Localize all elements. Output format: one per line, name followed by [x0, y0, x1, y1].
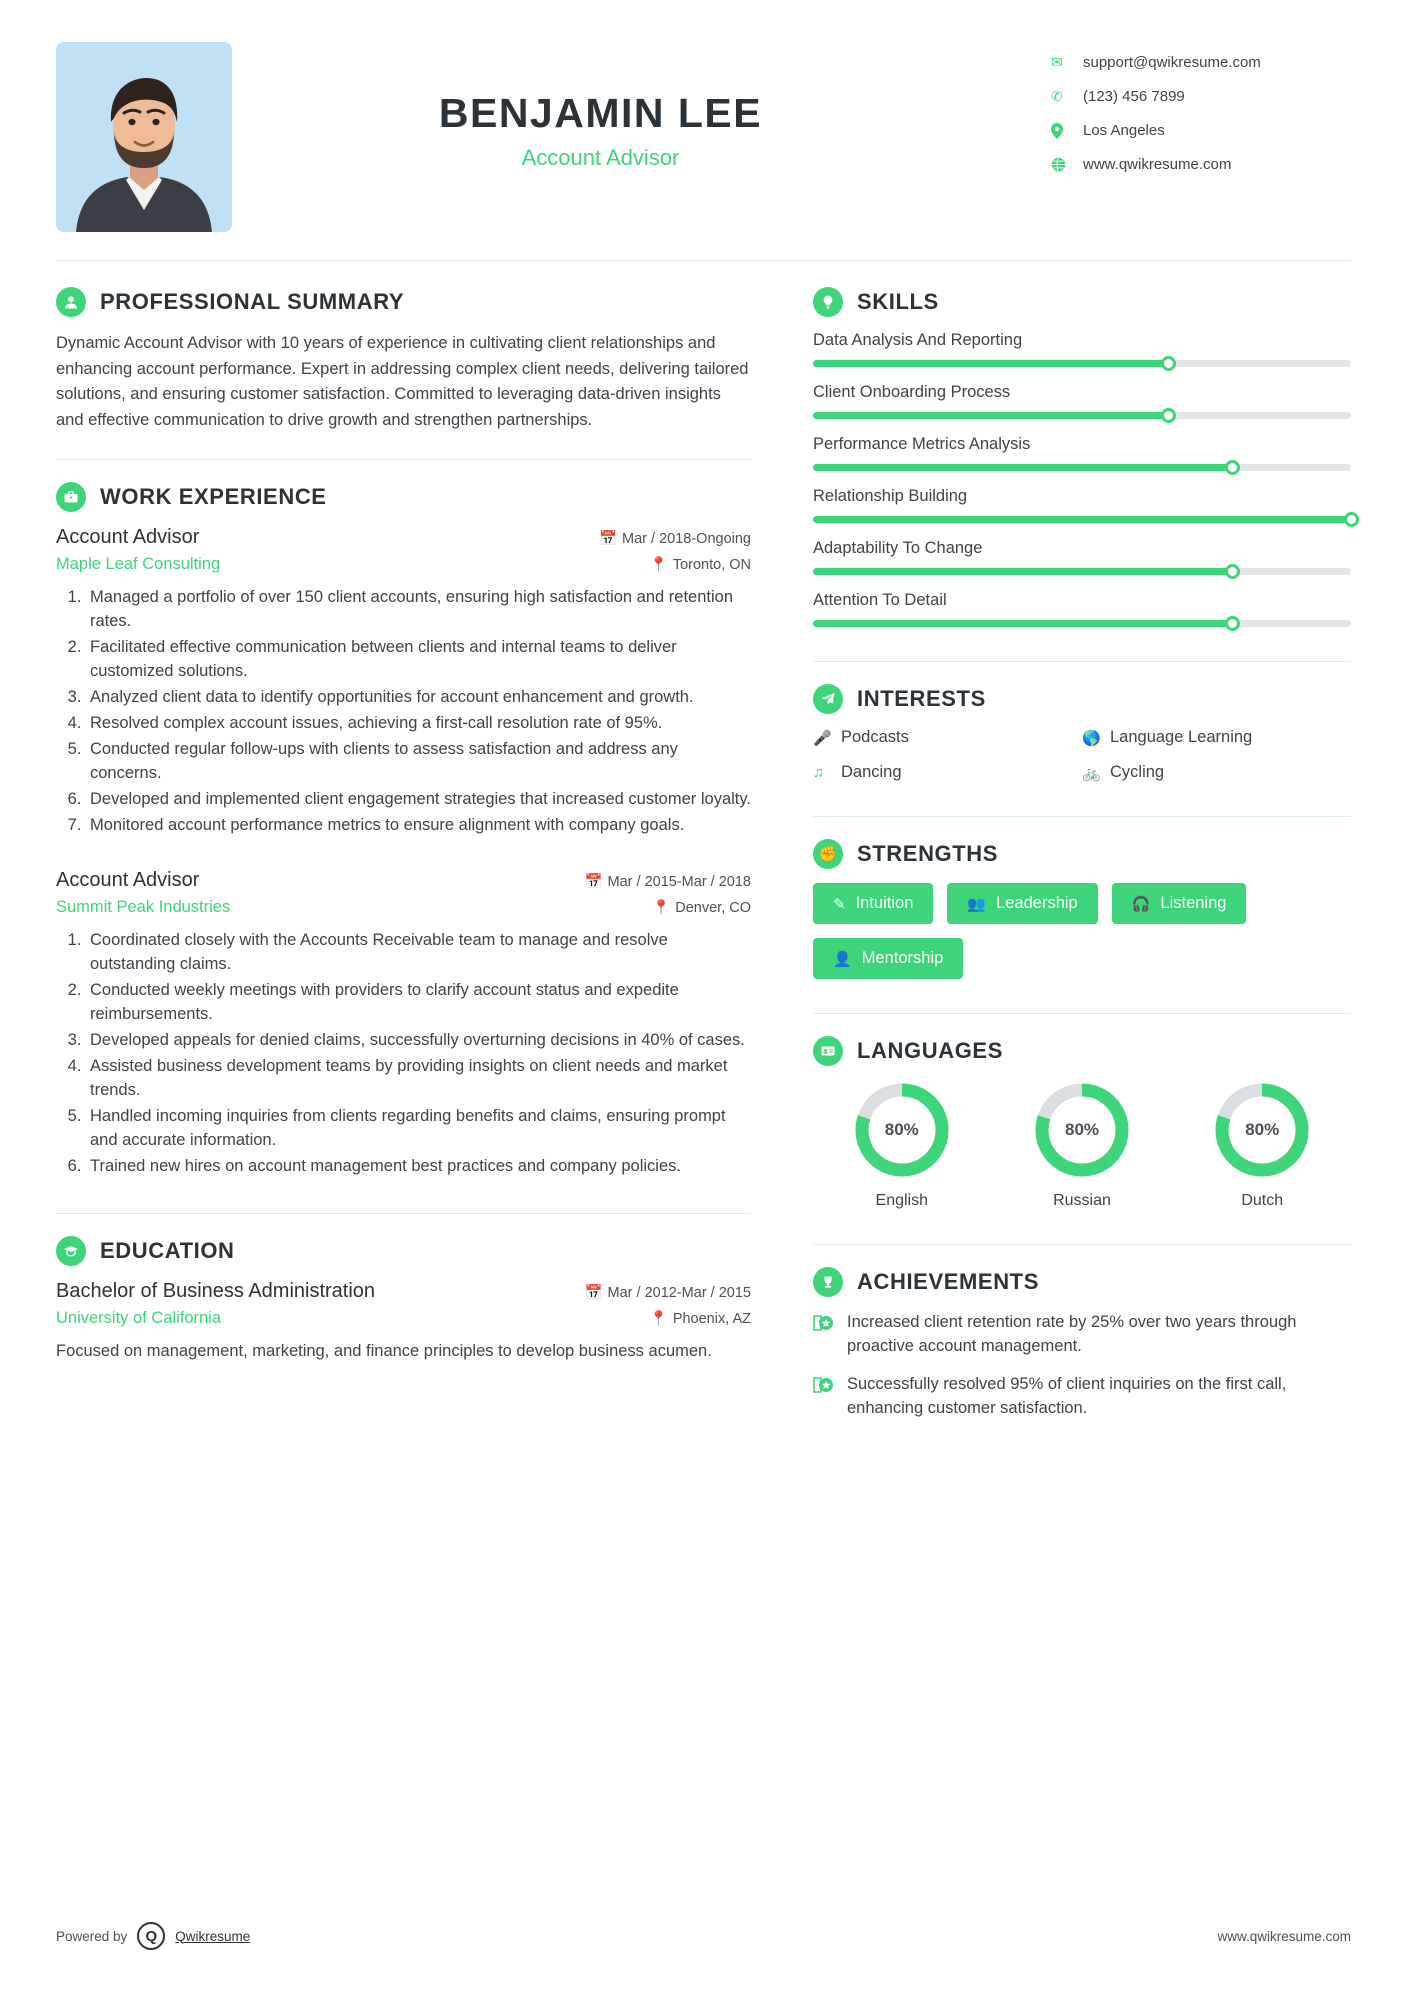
job-company: Summit Peak Industries [56, 898, 231, 917]
bicycle-icon: 🚲 [1082, 764, 1101, 782]
education-description: Focused on management, marketing, and finance principles to develop business acumen. [56, 1341, 712, 1360]
footer-website: www.qwikresume.com [1217, 1928, 1351, 1944]
section-header [813, 684, 1351, 714]
skill-item [813, 331, 1351, 367]
skill-item [813, 539, 1351, 575]
achievement-item [813, 1373, 1351, 1421]
list-item: 4. Assisted business development teams by providing insights on client needs and market trends. [86, 1055, 751, 1103]
list-item: 5. Handled incoming inquiries from clients regarding benefits and claims, ensuring prompt and accurate information. [86, 1105, 751, 1153]
skill-bar [813, 360, 1351, 367]
section-work-experience [56, 482, 751, 1178]
strength-badge [947, 883, 1097, 924]
job-dates: 📅 Mar / 2018-Ongoing [598, 531, 751, 548]
avatar-photo [56, 42, 232, 232]
contact-website-text: www.qwikresume.com [1083, 156, 1232, 173]
list-item: 2. Facilitated effective communication between clients and internal teams to deliver customized solutions. [86, 636, 751, 684]
list-item: 6. Developed and implemented client engagement strategies that increased customer loyalty. [86, 788, 751, 812]
paper-plane-icon [813, 684, 843, 714]
language-item [1173, 1080, 1351, 1210]
job-location: 📍 Denver, CO [652, 900, 751, 917]
list-item: 6. Trained new hires on account management best practices and company policies. [86, 1155, 751, 1179]
language-item [813, 1080, 991, 1210]
section-title: SKILLS [857, 289, 939, 314]
interest-label: Dancing [841, 763, 902, 781]
phone-icon: ✆ [1051, 88, 1063, 104]
strength-badge [813, 883, 933, 924]
skill-label: Adaptability To Change [813, 539, 983, 557]
job-bullets [56, 586, 751, 837]
interest-item [1082, 763, 1351, 782]
interest-label: Language Learning [1110, 728, 1253, 746]
divider [813, 1244, 1351, 1245]
section-achievements [813, 1267, 1351, 1421]
interest-item [1082, 728, 1351, 747]
globe-icon: 🌎 [1082, 729, 1101, 747]
skill-item [813, 383, 1351, 419]
divider [56, 1213, 751, 1214]
section-strengths [813, 839, 1351, 979]
section-title: PROFESSIONAL SUMMARY [100, 289, 405, 314]
job-dates: 📅 Mar / 2015-Mar / 2018 [584, 874, 751, 891]
language-donut [1032, 1080, 1132, 1180]
contact-phone-text: (123) 456 7899 [1083, 88, 1185, 105]
music-note-icon: ♫ [813, 764, 825, 781]
section-header [813, 839, 1351, 869]
section-title: WORK EXPERIENCE [100, 484, 327, 510]
summary-text: Dynamic Account Advisor with 10 years of experience in cultivating client relationships and enhancing account performance. Expert in addressing complex client needs, delivering tailored solutions, and ensuring customer satisfaction. Committed to leveraging data-driven insights and effective communication to drive growth and strengthen partnerships. [56, 334, 749, 429]
section-header [813, 287, 1351, 317]
name-block [232, 42, 1051, 171]
star-badge-icon [813, 1311, 847, 1359]
achievement-text: Increased client retention rate by 25% over two years through proactive account management. [847, 1313, 1297, 1355]
globe-icon [1051, 157, 1077, 172]
degree: Bachelor of Business Administration [56, 1279, 376, 1302]
pencil-icon: ✎ [833, 895, 846, 913]
fist-icon: ✊ [813, 839, 843, 869]
interest-label: Cycling [1110, 763, 1165, 781]
divider [56, 459, 751, 460]
language-donut [1212, 1080, 1312, 1180]
skill-bar [813, 412, 1351, 419]
skill-label: Relationship Building [813, 487, 968, 505]
strength-label: Mentorship [861, 949, 944, 967]
section-header [56, 287, 751, 317]
interest-label: Podcasts [841, 728, 909, 746]
language-percent: 80% [884, 1120, 919, 1139]
section-header [813, 1267, 1351, 1297]
job-role: Account Advisor [56, 869, 200, 892]
headphones-icon: 🎧 [1131, 895, 1151, 913]
list-item: 3. Analyzed client data to identify opportunities for account enhancement and growth. [86, 686, 751, 710]
user-circle-icon [56, 287, 86, 317]
language-percent: 80% [1064, 1120, 1100, 1139]
briefcase-icon [56, 482, 86, 512]
contact-email-text: support@qwikresume.com [1083, 54, 1261, 71]
strength-label: Listening [1160, 894, 1227, 912]
footer-brand [56, 1922, 250, 1950]
achievement-item [813, 1311, 1351, 1359]
achievement-text: Successfully resolved 95% of client inquiries on the first call, enhancing customer satisfaction. [847, 1374, 1287, 1417]
id-card-icon [813, 1036, 843, 1066]
skill-label: Performance Metrics Analysis [813, 435, 1031, 453]
job-bullets [56, 929, 751, 1178]
language-item [993, 1080, 1171, 1210]
skill-bar [813, 516, 1351, 523]
skill-bar [813, 620, 1351, 627]
strength-label: Intuition [855, 894, 914, 912]
location-pin-icon: 📍 [649, 557, 668, 574]
strength-badge [813, 938, 963, 979]
section-education [56, 1236, 751, 1364]
school: University of California [56, 1308, 222, 1327]
divider [813, 661, 1351, 662]
list-item: 1. Managed a portfolio of over 150 client accounts, ensuring high satisfaction and retention rates. [86, 586, 751, 634]
microphone-icon: 🎤 [813, 729, 832, 747]
qwikresume-link[interactable]: Qwikresume [175, 1928, 251, 1944]
language-percent: 80% [1245, 1120, 1280, 1139]
section-header [56, 482, 751, 512]
list-item: 4. Resolved complex account issues, achieving a first-call resolution rate of 95%. [86, 712, 751, 736]
calendar-icon: 📅 [598, 531, 618, 548]
interests-list [813, 728, 1351, 782]
section-header [56, 1236, 751, 1266]
contact-list [1051, 42, 1351, 190]
location-pin-icon: 📍 [652, 900, 671, 917]
trophy-icon [813, 1267, 843, 1297]
language-label: Dutch [1241, 1192, 1284, 1209]
right-column [791, 287, 1351, 1435]
strength-label: Leadership [996, 894, 1078, 912]
lightbulb-icon [813, 287, 843, 317]
divider [813, 816, 1351, 817]
graduation-cap-icon [56, 1236, 86, 1266]
divider [813, 1013, 1351, 1014]
section-title: EDUCATION [100, 1237, 235, 1263]
list-item: 5. Conducted regular follow-ups with clients to assess satisfaction and address any concerns. [86, 738, 751, 786]
interest-item [813, 728, 1082, 747]
job-title: Account Advisor [521, 145, 680, 170]
work-item [56, 869, 751, 1178]
section-professional-summary [56, 287, 751, 433]
skill-item [813, 487, 1351, 523]
education-location: 📍 Phoenix, AZ [649, 1310, 751, 1327]
work-item [56, 526, 751, 837]
job-company: Maple Leaf Consulting [56, 555, 221, 574]
location-pin-icon [1051, 123, 1077, 139]
job-location: 📍 Toronto, ON [649, 557, 751, 574]
skill-item [813, 435, 1351, 471]
qwikresume-logo-icon: Q [137, 1922, 165, 1950]
contact-email [1051, 54, 1351, 71]
left-column [56, 287, 791, 1435]
group-icon: 👥 [967, 895, 987, 913]
section-title: INTERESTS [857, 686, 986, 711]
languages-list [813, 1080, 1351, 1210]
section-title: LANGUAGES [857, 1038, 1003, 1063]
resume-body [56, 261, 1351, 1435]
skill-item [813, 591, 1351, 627]
education-item [56, 1280, 751, 1364]
contact-location-text: Los Angeles [1083, 122, 1165, 139]
user-plus-icon: 👤 [833, 950, 852, 968]
strengths-list [813, 883, 1351, 979]
job-role: Account Advisor [56, 526, 200, 549]
list-item: 2. Conducted weekly meetings with providers to clarify account status and expedite reimbursements. [86, 979, 751, 1027]
contact-location [1051, 122, 1351, 139]
section-languages [813, 1036, 1351, 1210]
strength-badge [1112, 883, 1247, 924]
section-skills [813, 287, 1351, 627]
education-dates: 📅 Mar / 2012-Mar / 2015 [584, 1284, 751, 1301]
language-label: Russian [1053, 1192, 1111, 1209]
section-title: STRENGTHS [857, 841, 999, 866]
skill-label: Attention To Detail [813, 591, 947, 609]
section-interests [813, 684, 1351, 782]
skill-bar [813, 464, 1351, 471]
section-title: ACHIEVEMENTS [857, 1269, 1039, 1294]
skill-bar [813, 568, 1351, 575]
skill-label: Client Onboarding Process [813, 383, 1011, 401]
contact-website[interactable] [1051, 156, 1351, 173]
list-item: 3. Developed appeals for denied claims, successfully overturning decisions in 40% of cases. [86, 1029, 751, 1053]
language-label: English [875, 1192, 928, 1209]
interest-item [813, 763, 1082, 782]
calendar-icon: 📅 [584, 1284, 603, 1301]
list-item: 1. Coordinated closely with the Accounts Receivable team to manage and resolve outstanding claims. [86, 929, 751, 977]
powered-by-label: Powered by [56, 1928, 128, 1944]
resume-header [56, 34, 1351, 232]
calendar-icon: 📅 [584, 874, 603, 891]
star-badge-icon [813, 1373, 847, 1421]
language-donut [852, 1080, 952, 1180]
location-pin-icon: 📍 [649, 1310, 668, 1327]
skill-label: Data Analysis And Reporting [813, 331, 1023, 349]
avatar [56, 42, 232, 232]
envelope-icon: ✉ [1051, 54, 1063, 70]
page-title: BENJAMIN LEE [438, 90, 763, 136]
list-item: 7. Monitored account performance metrics to ensure alignment with company goals. [86, 814, 751, 838]
contact-phone [1051, 88, 1351, 105]
page-footer [56, 1922, 1351, 1950]
section-header [813, 1036, 1351, 1066]
